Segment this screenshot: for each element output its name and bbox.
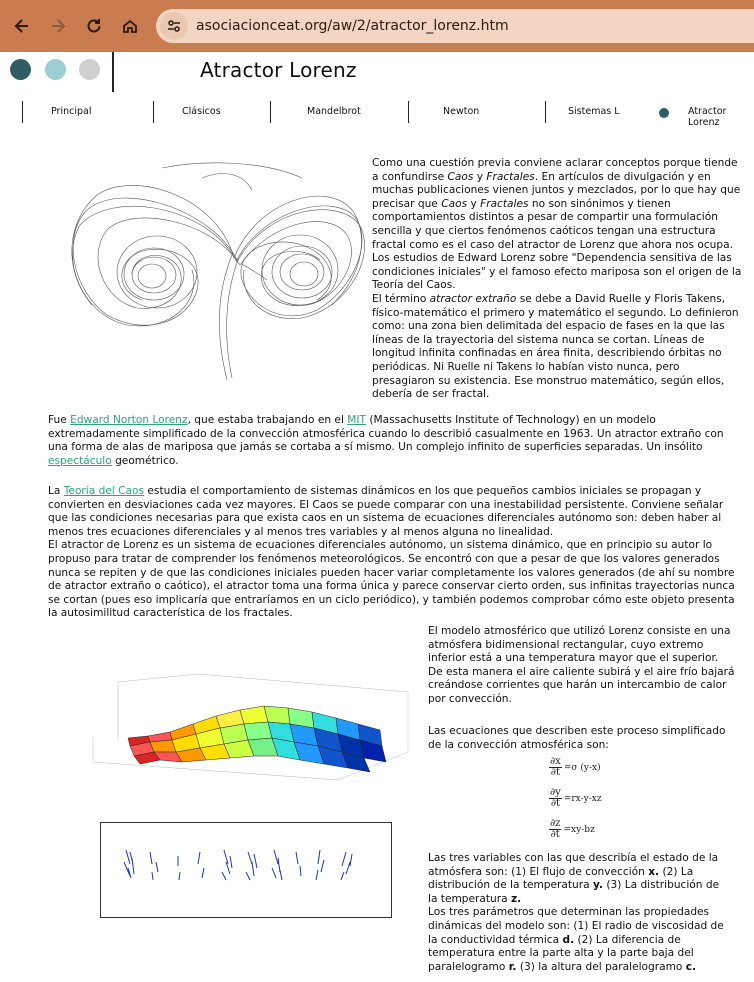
intro-caos: Caos [447,170,474,183]
vars-text-1: Las tres variables con las que describía el estado de la atmósfera son: (1) El flujo de convección [428,852,719,878]
link-espectaculo[interactable]: espectáculo [48,454,112,467]
eq1-numerator: ∂x [550,756,561,767]
eq3-numerator: ∂z [550,818,561,829]
vector-field-image [100,822,392,918]
home-icon[interactable] [116,12,144,40]
eq2-rhs: =rx-y-xz [563,793,602,804]
main-menu [0,101,754,128]
intro-paragraph [372,157,744,402]
menu-item-sistemas-l[interactable]: Sistemas L [568,106,620,117]
intro-caos-2: Caos [441,197,468,210]
eq2-numerator: ∂y [550,787,561,798]
variables-paragraph [428,852,728,974]
extrano-text-1: El término [372,292,430,305]
param-d: d. [562,933,575,946]
intro-text-3: no son sinónimos y tienen comportamientos distintos a pesar de compartir una formulación sencilla y que ciertos fenómenos caóticos tengan una estructura fractal como es el caso del atractor de Lorenz que ahora nos ocupa. Los estudios de Edward Lorenz sobre "Dependencia sensitiva de las condiciones iniciales" y el famoso efecto mariposa son el origen de la Teoría del Caos. [372,197,742,292]
params-text-3: (3) la altura del paralelogramo [516,960,686,973]
equation-y [549,783,602,814]
sistema-text: El atractor de Lorenz es un sistema de ecuaciones diferenciales autónomo, un sistema dinámico, que en principio su autor lo propuso para tratar de comprender los fenómenos meteorológicos. Se encontró con que a pesar de que los valores generados nunca se repiten y de que las condiciones iniciales pueden hacer variar completamente los valores generados (de ahí su nombre de atractor extraño o caótico), el atractor toma una forma única y parece conservar cierto orden, sus infinitas trayectorias nunca se cortan (pues eso implicaría que entraríamos en un ciclo periódico), y también podemos comprobar cómo este objeto presenta la autosimilitud característica de los fractales. [48,539,735,620]
reload-icon[interactable] [80,12,108,40]
var-y: y. [592,879,603,892]
eq2-denominator: ∂t [550,798,561,809]
intro-fractales-2: Fractales [480,197,529,210]
modelo-text: El modelo atmosférico que utilizó Lorenz consiste en una atmósfera bidimensional rectangular, cuyo extremo inferior está a una temperatura mayor que el superior. De esta manera el aire caliente subirá y el aire frío bajará creándose corrientes que harán un intercambio de calor por convección. [428,625,735,705]
menu-separator [22,101,23,123]
menu-separator [545,101,546,123]
lorenz-attractor-image [62,150,372,382]
header-dot-light [45,59,66,80]
menu-separator [270,101,271,123]
eq3-denominator: ∂t [550,829,560,840]
var-z: z. [510,892,522,905]
link-mit[interactable]: MIT [347,414,367,426]
teoria-text-2: estudia el comportamiento de sistemas dinámicos en los que pequeños cambios iniciales se propagan y convierten en desviaciones cada vez mayores. El Caos se puede comparar con una inestabilidad persistente. Conviene señalar que las condiciones necesarias para que exista caos en un sistema de ecuaciones diferenciales autónomo son: deben haber al menos tres ecuaciones diferenciales y al menos tres variables y al menos alguna no linealidad. [48,485,724,538]
menu-item-mandelbrot[interactable]: Mandelbrot [307,106,361,117]
teoria-text-1: La [48,485,64,497]
url-text: asociacionceat.org/aw/2/atractor_lorenz.htm [196,18,509,34]
convection-surface-image [88,672,420,782]
intro-text-2: . En artículos de divulgación y en muchas publicaciones vienen juntos y mezclados, por lo que hay que precisar que [372,170,741,210]
menu-separator [153,101,154,123]
eq1-rhs: =σ (y-x) [563,762,601,773]
vars-text-2: (2) La distribución de la temperatura [428,865,694,892]
site-settings-icon[interactable] [160,12,188,40]
vars-text-3: (3) La distribución de la temperatura [428,879,720,905]
link-teoria-del-caos[interactable]: Teoría del Caos [63,485,145,497]
intro-y: y [473,170,487,183]
active-menu-dot [659,108,669,118]
menu-item-atractor-lorenz[interactable]: Atractor Lorenz [688,106,727,128]
var-x: x. [648,865,660,878]
param-c: c. [685,960,697,973]
browser-toolbar [0,0,754,52]
lorenz-paragraph [48,414,730,468]
forward-arrow-icon[interactable] [44,12,72,40]
extrano-text-2: se debe a David Ruelle y Floris Takens, físico-matemático el primero y matemático el segundo. Lo definieron como: una zona bien delimitada del espacio de fases en la que las líneas de la trayectoria del sistema nunca se cortan. Líneas de longitud infinita confinadas en área finita, describiendo órbitas no periódicas. Ni Ruelle ni Takens lo habían visto nunca, pero presagiaron su existencia. Ese monstruo matemático, según ellos, debería de ser fractal. [372,292,739,401]
extrano-term: atractor extraño [429,292,517,305]
ecuaciones-intro [428,725,736,752]
ecuaciones-intro-text: Las ecuaciones que describen este proceso simplificado de la convección atmosférica son: [428,725,726,751]
eq1-denominator: ∂t [550,767,560,778]
menu-item-clasicos[interactable]: Clásicos [182,106,221,117]
header-dot-gray [79,59,100,80]
intro-fractales: Fractales [486,170,535,183]
fue-text-4: geométrico. [111,454,179,467]
fue-text-1: Fue [48,414,71,426]
equation-z [549,814,602,845]
equation-x [549,752,602,783]
address-bar[interactable] [156,9,754,43]
fue-text-3: (Massachusetts Institute of Technology) en un modelo extremadamente simplificado de la convección atmosférica cuando lo describió casualmente en 1963. Un atractor extraño con una forma de alas de mariposa que jamás se cortaba a sí mismo. Un complejo infinito de superficies separadas. Un insólito [48,414,724,454]
intro-text-1: Como una cuestión previa conviene aclarar conceptos porque tiende a confundirse [372,157,738,183]
menu-separator [408,101,409,123]
back-arrow-icon[interactable] [8,12,36,40]
param-r: r. [508,960,517,973]
fue-text-2: , que estaba trabajando en el [187,414,348,426]
modelo-paragraph [428,625,736,707]
teoria-paragraph [48,485,740,621]
params-text-2: (2) La diferencia de temperatura entre la parte alta y la parte baja del paralelogramo [428,933,694,973]
page-title: Atractor Lorenz [200,58,357,82]
eq3-rhs: =xy-bz [563,824,595,835]
header-divider [112,52,114,92]
lorenz-equations [549,752,602,845]
intro-y-2: y [467,197,481,210]
params-text-1: Los tres parámetros que determinan las propiedades dinámicas del modelo son: (1) El radio de viscosidad de la conductividad térmica [428,906,724,946]
header-dot-dark [10,59,31,80]
menu-item-newton[interactable]: Newton [443,106,480,117]
link-edward-lorenz[interactable]: Edward Norton Lorenz [70,414,188,426]
menu-item-principal[interactable]: Principal [51,106,92,117]
